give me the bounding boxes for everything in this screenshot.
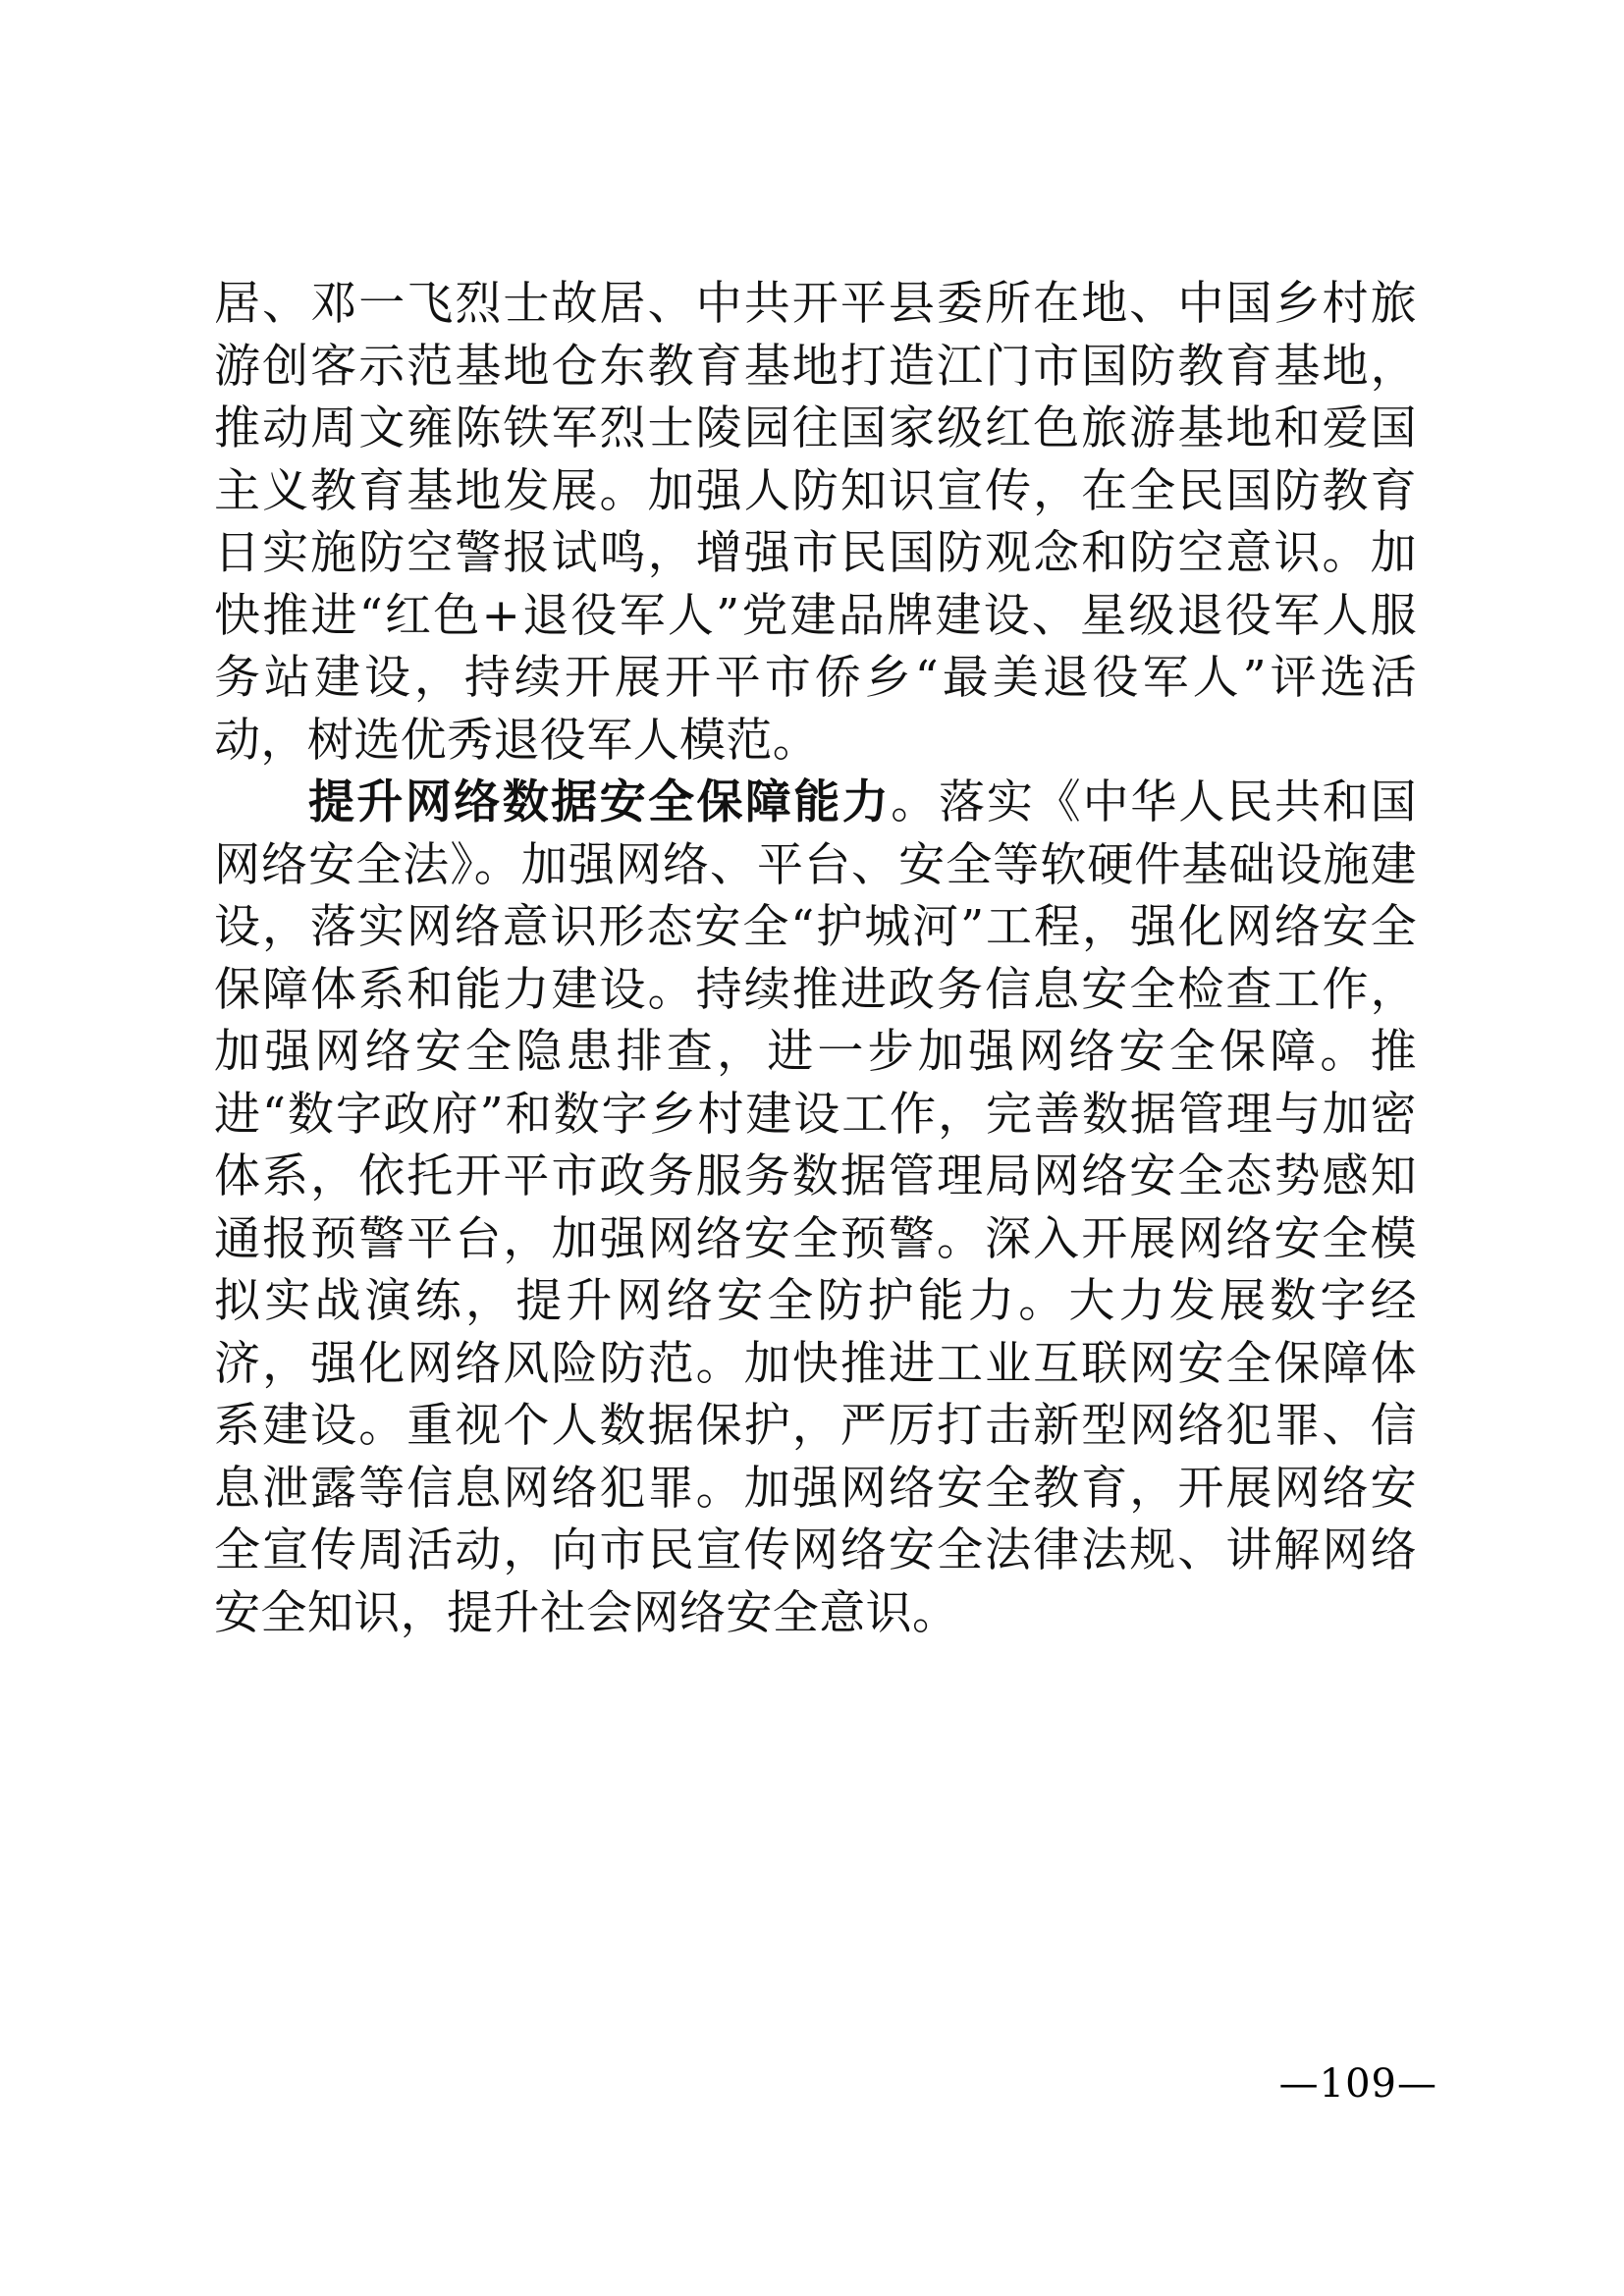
page-body bbox=[214, 273, 1417, 1644]
paragraph-text: 居、邓一飞烈士故居、中共开平县委所在地、中国乡村旅游创客示范基地仓东教育基地打造江门市国防教育基地，推动周文雍陈铁军烈士陵园往国家级红色旅游基地和爱国主义教育基地发展。加强人防知识宣传，在全民国防教育日实施防空警报试鸣，增强市民国防观念和防空意识。加快推进“红色+退役军人”党建品牌建设、星级退役军人服务站建设，持续开展开平市侨乡“最美退役军人”评选活动，树选优秀退役军人模范。 bbox=[214, 277, 1417, 768]
paragraph-defense-education bbox=[214, 273, 1417, 772]
paragraph-bold-lead: 提升网络数据安全保障能力 bbox=[308, 775, 892, 829]
paragraph-network-data-security bbox=[214, 772, 1417, 1644]
page-number: —109— bbox=[1278, 2061, 1437, 2107]
paragraph-text: 。落实《中华人民共和国网络安全法》。加强网络、平台、安全等软硬件基础设施建设，落实网络意识形态安全“护城河”工程，强化网络安全保障体系和能力建设。持续推进政务信息安全检查工作，加强网络安全隐患排查，进一步加强网络安全保障。推进“数字政府”和数字乡村建设工作，完善数据管理与加密体系，依托开平市政务服务数据管理局网络安全态势感知通报预警平台，加强网络安全预警。深入开展网络安全模拟实战演练，提升网络安全防护能力。大力发展数字经济，强化网络风险防范。加快推进工业互联网安全保障体系建设。重视个人数据保护，严厉打击新型网络犯罪、信息泄露等信息网络犯罪。加强网络安全教育，开展网络安全宣传周活动，向市民宣传网络安全法律法规、讲解网络安全知识，提升社会网络安全意识。 bbox=[214, 775, 1417, 1640]
